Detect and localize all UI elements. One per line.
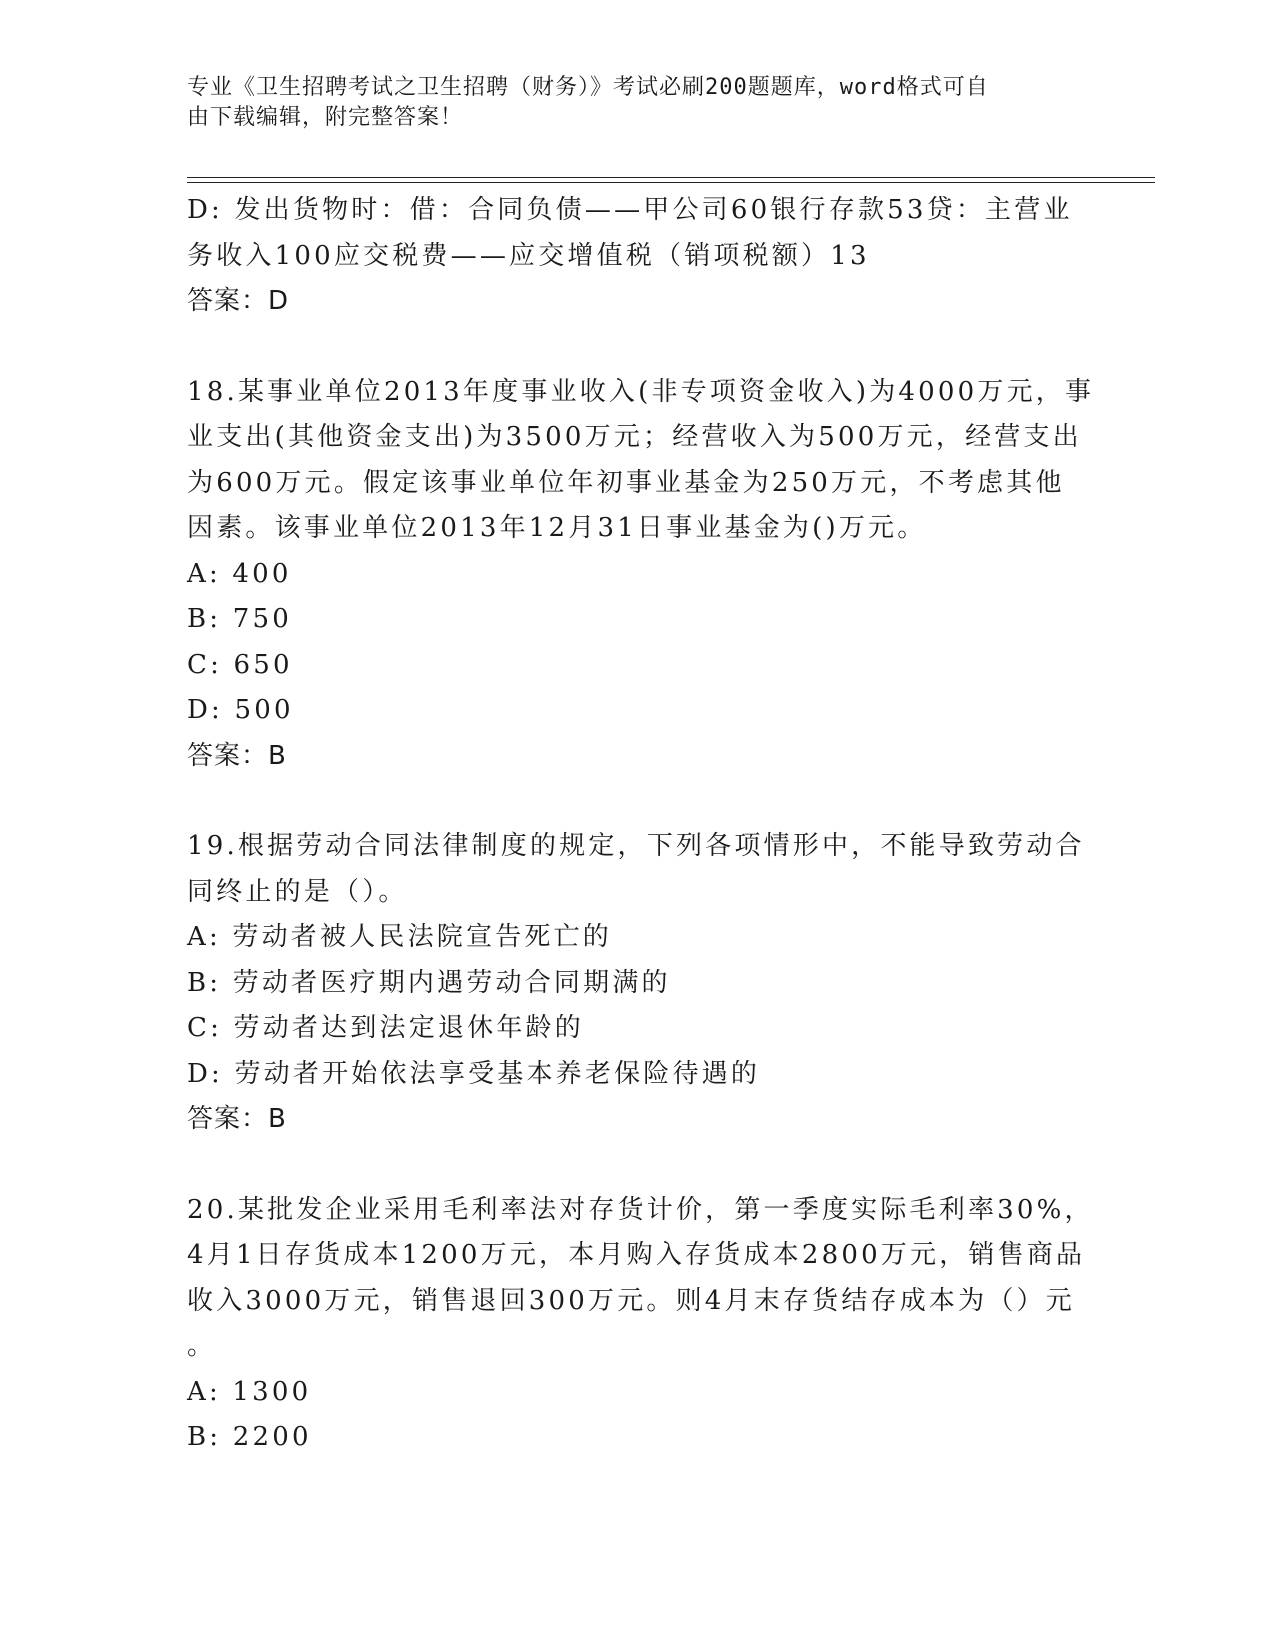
option-a: A: 400 — [187, 558, 292, 589]
option-b: B: 750 — [187, 604, 292, 634]
question-20 — [187, 1188, 1094, 1461]
question-18 — [187, 370, 1095, 780]
spacer — [187, 1143, 1087, 1188]
previous-question-tail — [187, 188, 1087, 325]
header-title-line1: 专业《卫生招聘考试之卫生招聘（财务）》考试必刷200题题库，word格式可自 — [187, 75, 989, 100]
question-text-line1: 19.根据劳动合同法律制度的规定，下列各项情形中，不能导致劳动合 — [187, 831, 1085, 861]
header-divider-top — [187, 177, 1155, 178]
answer-line: 答案：D — [187, 286, 290, 316]
option-d-line2: 务收入100应交税费——应交增值税（销项税额）13 — [187, 240, 870, 271]
spacer — [187, 779, 1087, 824]
option-d: D: 劳动者开始依法享受基本养老保险待遇的 — [187, 1058, 761, 1089]
question-text-line1: 20.某批发企业采用毛利率法对存货计价，第一季度实际毛利率30%， — [187, 1194, 1094, 1225]
option-a: A: 劳动者被人民法院宣告死亡的 — [187, 922, 613, 952]
header-divider-bottom — [187, 182, 1155, 183]
question-content — [187, 188, 1095, 1461]
question-text-line2: 业支出(其他资金支出)为3500万元；经营收入为500万元，经营支出 — [187, 422, 1082, 452]
question-19 — [187, 824, 1087, 1143]
question-text-line3: 收入3000万元，销售退回300万元。则4月末存货结存成本为（）元 — [187, 1285, 1075, 1316]
option-d-line1: D: 发出货物时：借：合同负债——甲公司60银行存款53贷：主营业 — [187, 195, 1073, 225]
option-b: B: 劳动者医疗期内遇劳动合同期满的 — [187, 967, 671, 998]
option-c: C: 劳动者达到法定退休年龄的 — [187, 1013, 584, 1043]
spacer — [187, 325, 1087, 370]
answer-line: 答案：B — [187, 740, 287, 771]
document-header — [187, 73, 1067, 133]
question-text-line4: 因素。该事业单位2013年12月31日事业基金为()万元。 — [187, 513, 927, 543]
option-d: D: 500 — [187, 695, 294, 725]
header-title-line2: 由下载编辑，附完整答案！ — [187, 105, 464, 130]
question-text-line3: 为600万元。假定该事业单位年初事业基金为250万元，不考虑其他 — [187, 467, 1065, 498]
question-text-line2: 同终止的是（）。 — [187, 876, 408, 907]
question-text-line4: 。 — [187, 1331, 217, 1361]
option-c: C: 650 — [187, 649, 293, 680]
question-text-line1: 18.某事业单位2013年度事业收入(非专项资金收入)为4000万元，事 — [187, 376, 1095, 407]
question-text-line2: 4月1日存货成本1200万元，本月购入存货成本2800万元，销售商品 — [187, 1240, 1086, 1270]
answer-line: 答案：B — [187, 1104, 287, 1134]
option-b: B: 2200 — [187, 1422, 312, 1452]
option-a: A: 1300 — [187, 1376, 312, 1407]
